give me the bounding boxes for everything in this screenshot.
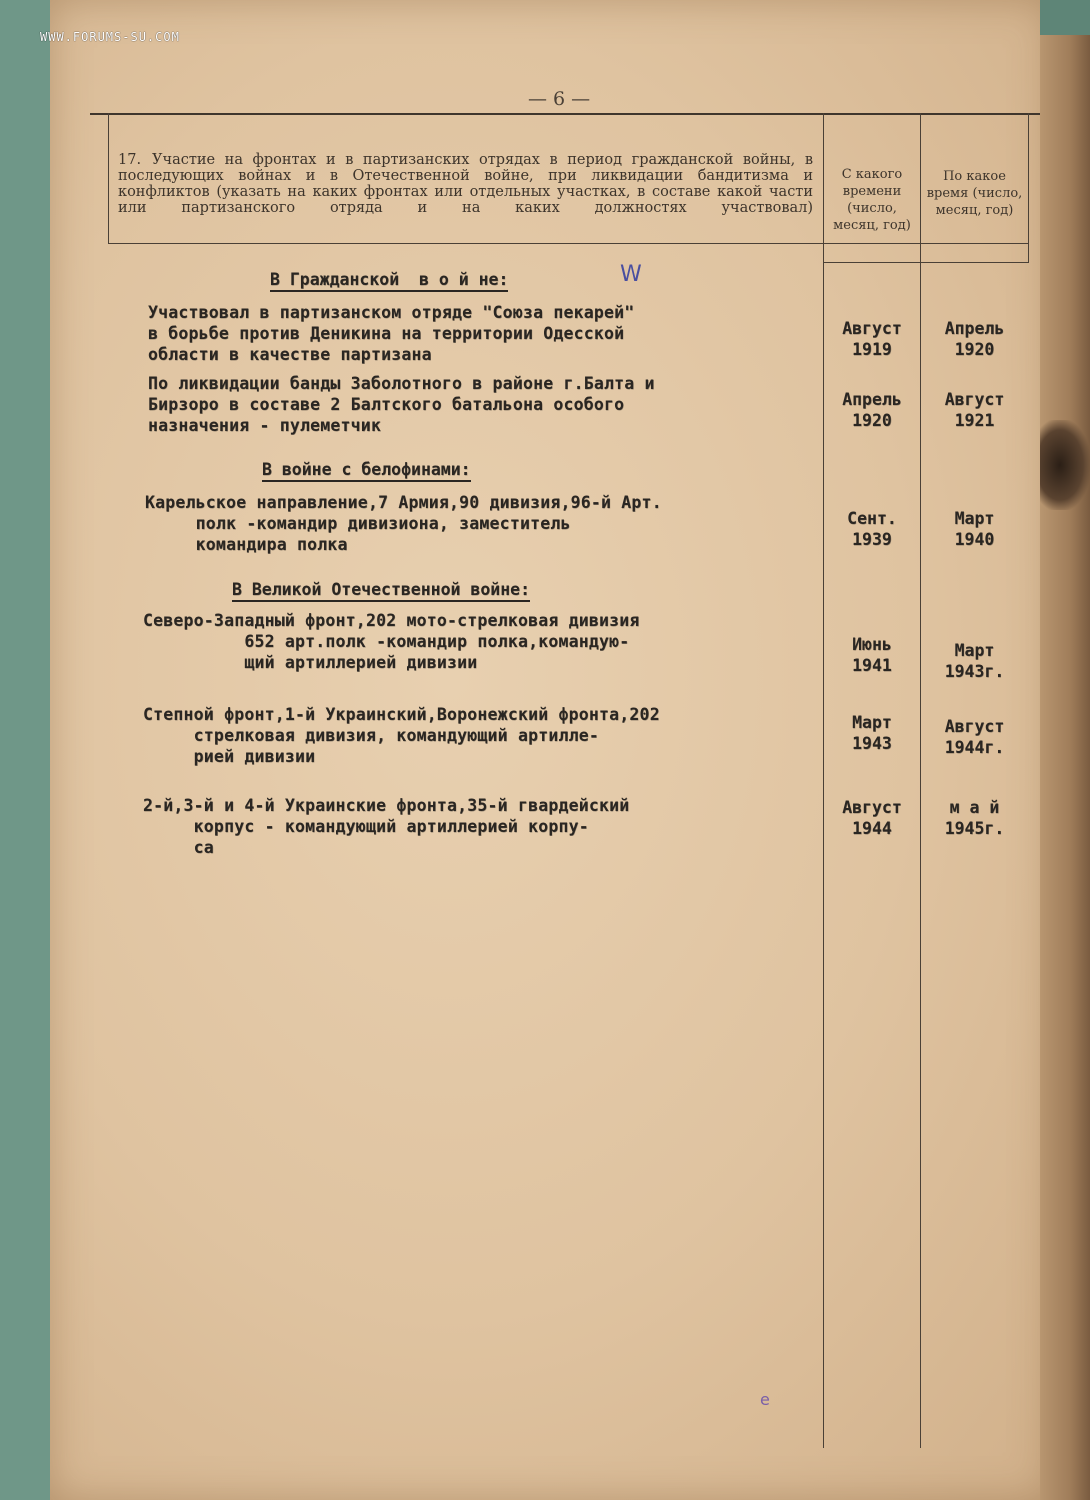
entry-line: щий артиллерией дивизии [143, 653, 478, 672]
section-title-civil-war: В Гражданской в о й не: [270, 270, 508, 292]
entry-line: полк -командир дивизиона, заместитель [145, 514, 571, 533]
question-text: Участие на фронтах и в партизанских отрядах в период гражданской войны, в последующих войнах и в Отечественной войне, при ликвидации бандитизма и конфликтов (указать на каких фронтах или отдельных участках, в составе какой части или партизанского отряда и на каких должностях участвовал) [118, 152, 813, 216]
page-number: — 6 — [528, 88, 591, 110]
background-corner [1040, 0, 1090, 35]
entry-line: Карельское направление,7 Армия,90 дивизия,96-й Арт. [145, 493, 662, 512]
date-to: Март 1943г. [944, 641, 1005, 681]
date-from: Апрель 1920 [842, 390, 902, 430]
entry-line: корпус - командующий артиллерией корпу- [143, 817, 589, 836]
handwritten-mark: W [620, 262, 642, 287]
section-title-great-patriotic-war: В Великой Отечественной войне: [232, 580, 530, 602]
header-rule [108, 243, 1028, 244]
entry-line: По ликвидации банды Заболотного в районе г.Балта и [148, 374, 655, 393]
entry-line: 652 арт.полк -командир полка,командую- [143, 632, 630, 651]
entry-line: са [143, 838, 214, 857]
date-to: Август 1921 [944, 390, 1005, 430]
entry-line: стрелковая дивизия, командующий артилле- [143, 726, 600, 745]
entry-line: 2-й,3-й и 4-й Украинские фронта,35-й гвардейский [143, 796, 630, 815]
entry-line: Участвовал в партизанском отряде "Союза пекарей" [148, 303, 635, 322]
question-number: 17. [118, 152, 142, 168]
entry-line: области в качестве партизана [148, 345, 432, 364]
column-divider-2 [920, 113, 921, 1448]
date-from: Март 1943 [852, 713, 892, 753]
column-header-to: По какое время (число, месяц, год) [926, 169, 1023, 218]
paper-tear [1040, 420, 1090, 510]
watermark: WWW.FORUMS-SU.COM [40, 30, 180, 44]
entry-line: рией дивизии [143, 747, 316, 766]
entry-line: в борьбе против Деникина на территории Одесской [148, 324, 625, 343]
date-to: Апрель 1920 [944, 319, 1005, 359]
top-rule [90, 113, 1040, 115]
ink-mark: е [760, 1390, 770, 1409]
entry-line: Бирзоро в составе 2 Балтского батальона особого [148, 395, 625, 414]
date-from: Август 1919 [842, 319, 902, 359]
column-divider-1 [823, 113, 824, 1448]
header-rule-2 [823, 262, 1028, 263]
left-border-upper [108, 113, 109, 243]
entry-line: Северо-Западный фронт,202 мото-стрелковая дивизия [143, 611, 640, 630]
date-to: Март 1940 [954, 509, 995, 549]
date-from: Сент. 1939 [847, 509, 897, 549]
column-header-from: С какого времени (число, месяц, год) [833, 167, 911, 233]
binding-edge [1040, 0, 1090, 1500]
entry-line: командира полка [145, 535, 348, 554]
date-to: Август 1944г. [944, 717, 1005, 757]
right-border-upper [1028, 113, 1029, 263]
entry-line: назначения - пулеметчик [148, 416, 382, 435]
date-from: Август 1944 [842, 798, 902, 838]
date-from: Июнь 1941 [852, 635, 892, 675]
section-title-finnish-war: В войне с белофинами: [262, 460, 471, 482]
date-to: м а й 1945г. [944, 798, 1005, 838]
entry-line: Степной фронт,1-й Украинский,Воронежский фронта,202 [143, 705, 660, 724]
